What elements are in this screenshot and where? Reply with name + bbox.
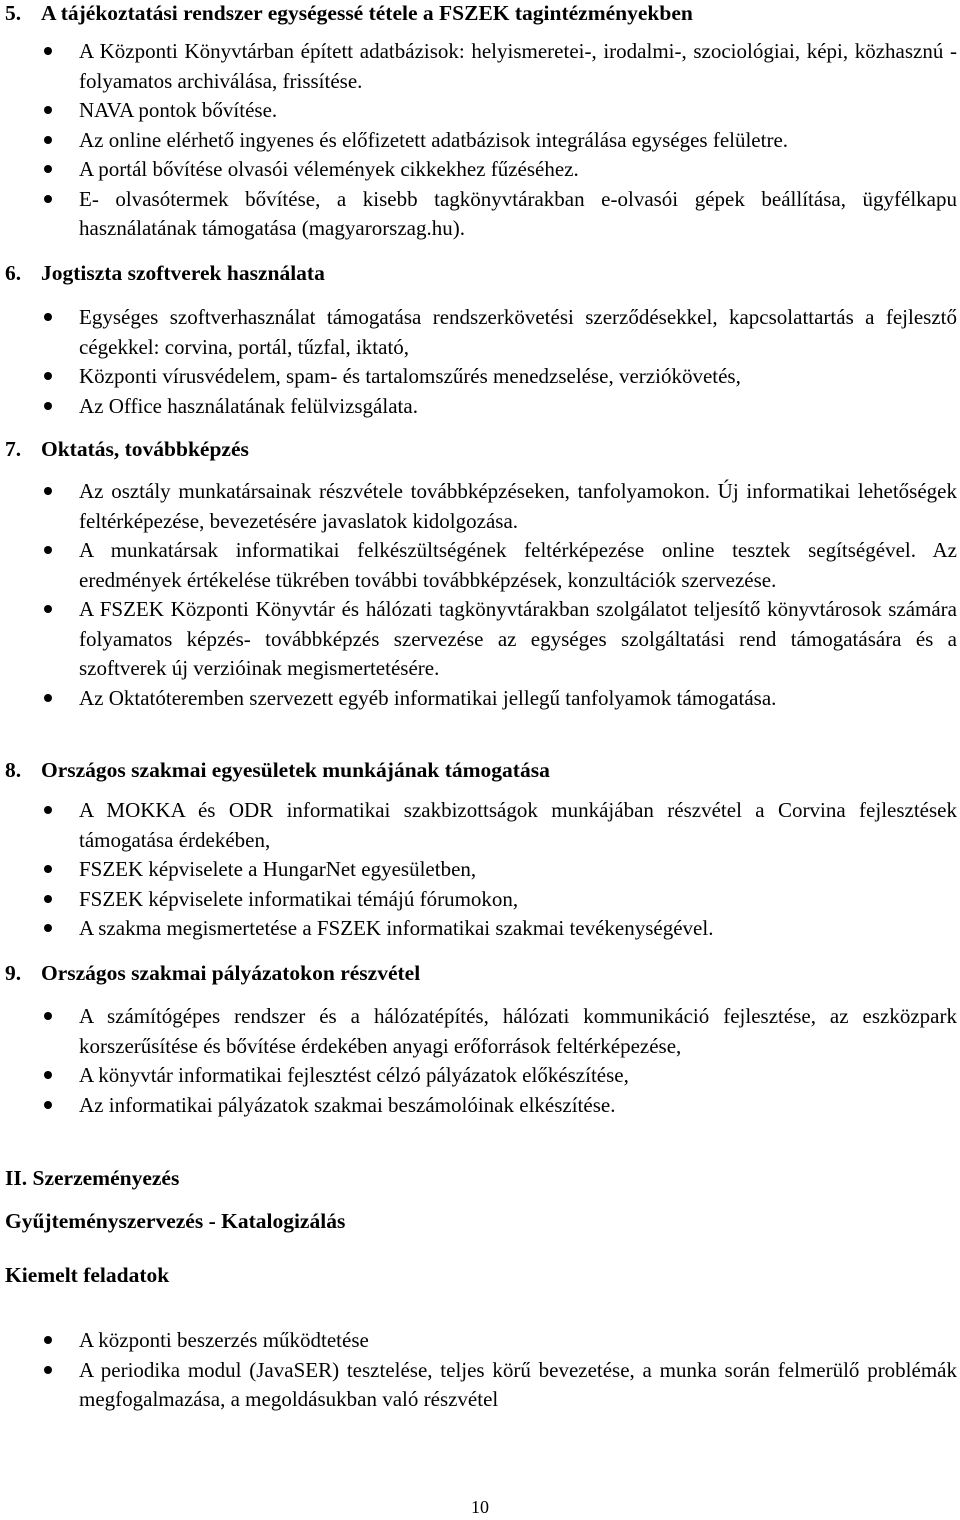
bullet-icon xyxy=(44,924,52,932)
list-item-text: A MOKKA és ODR informatikai szakbizottságok munkájában részvétel a Corvina fejlesztések támogatása érdekében, xyxy=(79,798,957,852)
bullet-icon xyxy=(44,313,52,321)
section-6-title: Jogtiszta szoftverek használata xyxy=(41,261,325,285)
bullet-icon xyxy=(44,402,52,410)
list-item-text: Az informatikai pályázatok szakmai beszámolóinak elkészítése. xyxy=(79,1092,616,1117)
list-item xyxy=(0,914,960,944)
bullet-icon xyxy=(44,1366,52,1374)
list-item-text: A Központi Könyvtárban épített adatbázisok: helyismeretei-, irodalmi-, szociológiai, képi, közhasznú - folyamatos archiválása, frissítése. xyxy=(79,39,957,93)
list-item-text: A szakma megismertetése a FSZEK informatikai szakmai tevékenységével. xyxy=(79,916,714,940)
list-item xyxy=(0,1091,960,1121)
list-item-text: A könyvtár informatikai fejlesztést célzó pályázatok előkészítése, xyxy=(79,1063,629,1087)
list-item xyxy=(0,885,960,915)
bullet-icon xyxy=(44,865,52,873)
list-item xyxy=(0,303,960,362)
bullet-icon xyxy=(44,372,52,380)
bullet-icon xyxy=(44,1336,52,1344)
list-item-text: E- olvasótermek bővítése, a kisebb tagkönyvtárakban e-olvasói gépek beállítása, ügyfélkapu használatának támogatása (magyarorszag.hu). xyxy=(79,186,957,240)
section-9-number: 9. xyxy=(5,961,22,985)
list-item-text: A központi beszerzés működtetése xyxy=(79,1328,369,1352)
section-8-heading xyxy=(5,757,550,783)
list-item xyxy=(0,855,960,885)
bullet-icon xyxy=(44,1101,52,1109)
page-number: 10 xyxy=(471,1497,489,1517)
bullet-icon xyxy=(44,136,52,144)
list-item xyxy=(0,1326,960,1356)
list-item xyxy=(0,392,960,422)
bullet-icon xyxy=(44,1012,52,1020)
section-5-number: 5. xyxy=(5,1,22,25)
section-7-title: Oktatás, továbbképzés xyxy=(41,437,249,461)
section-5-heading xyxy=(5,0,693,26)
list-item-text: Az osztály munkatársainak részvétele továbbképzéseken, tanfolyamokon. Új informatikai lehetőségek feltérképezése, bevezetésére javaslatok kidolgozása. xyxy=(79,479,957,533)
list-item xyxy=(0,536,960,595)
list-item xyxy=(0,362,960,392)
list-item xyxy=(0,1061,960,1091)
section-8-title: Országos szakmai egyesületek munkájának támogatása xyxy=(41,758,550,782)
section-8-number: 8. xyxy=(5,758,22,782)
list-item-text: A számítógépes rendszer és a hálózatépítés, hálózati kommunikáció fejlesztése, az eszközpark korszerűsítése és bővítése érdekében anyagi erőforrások feltérképezése, xyxy=(79,1004,957,1058)
list-item-text: Az online elérhető ingyenes és előfizetett adatbázisok integrálása egységes felületre. xyxy=(79,127,789,152)
section-6-list xyxy=(0,303,960,421)
bullet-icon xyxy=(44,895,52,903)
list-item-text: A FSZEK Központi Könyvtár és hálózati tagkönyvtárakban szolgálatot teljesítő könyvtárosok számára folyamatos képzés- továbbképzés szervezése az egységes szolgáltatási rend támogatására és a szoftverek új verzióinak megismertetésére. xyxy=(79,597,957,680)
section-9-list xyxy=(0,1002,960,1120)
list-item xyxy=(0,684,960,714)
bullet-icon xyxy=(44,106,52,114)
section-9-title: Országos szakmai pályázatokon részvétel xyxy=(41,961,421,985)
bullet-icon xyxy=(44,546,52,554)
list-item xyxy=(0,595,960,684)
list-item xyxy=(0,96,960,126)
highlight-list xyxy=(0,1326,960,1415)
list-item-text: Az Oktatóteremben szervezett egyéb informatikai jellegű tanfolyamok támogatása. xyxy=(79,685,777,710)
highlight-heading: Kiemelt feladatok xyxy=(5,1263,170,1287)
bullet-icon xyxy=(44,195,52,203)
bullet-icon xyxy=(44,47,52,55)
list-item xyxy=(0,796,960,855)
section-9-heading xyxy=(5,960,420,986)
part-heading: II. Szerzeményezés xyxy=(5,1166,180,1190)
section-5-title: A tájékoztatási rendszer egységessé tétele a FSZEK tagintézményekben xyxy=(41,1,693,25)
list-item xyxy=(0,37,960,96)
list-item-text: Az Office használatának felülvizsgálata. xyxy=(79,393,418,418)
bullet-icon xyxy=(44,165,52,173)
list-item-text: A periodika modul (JavaSER) tesztelése, teljes körű bevezetése, a munka során felmerülő problémák megfogalmazása, a megoldásukban való részvétel xyxy=(79,1357,957,1411)
section-7-list xyxy=(0,477,960,713)
list-item xyxy=(0,477,960,536)
list-item-text: FSZEK képviselete a HungarNet egyesületben, xyxy=(79,857,477,881)
list-item-text: NAVA pontok bővítése. xyxy=(79,98,278,122)
section-8-list xyxy=(0,796,960,944)
list-item xyxy=(0,1356,960,1415)
section-5-list xyxy=(0,37,960,244)
list-item-text: FSZEK képviselete informatikai témájú fórumokon, xyxy=(79,886,519,911)
section-7-number: 7. xyxy=(5,437,22,461)
bullet-icon xyxy=(44,1071,52,1079)
bullet-icon xyxy=(44,806,52,814)
bullet-icon xyxy=(44,605,52,613)
list-item-text: Központi vírusvédelem, spam- és tartalomszűrés menedzselése, verziókövetés, xyxy=(79,364,741,388)
list-item xyxy=(0,185,960,244)
list-item-text: A munkatársak informatikai felkészültségének feltérképezése online tesztek segítségével. Az eredmények értékelése tükrében további továbbképzések, konzultációk szervezése. xyxy=(79,538,957,592)
list-item-text: Egységes szoftverhasználat támogatása rendszerkövetési szerződésekkel, kapcsolattartás a fejlesztő cégekkel: corvina, portál, tűzfal, iktató, xyxy=(79,305,957,359)
subheading: Gyűjteményszervezés - Katalogizálás xyxy=(5,1209,346,1233)
list-item xyxy=(0,155,960,185)
section-6-heading xyxy=(5,260,325,286)
section-6-number: 6. xyxy=(5,261,22,285)
section-7-heading xyxy=(5,436,249,462)
list-item xyxy=(0,126,960,156)
bullet-icon xyxy=(44,487,52,495)
list-item xyxy=(0,1002,960,1061)
list-item-text: A portál bővítése olvasói vélemények cikkekhez fűzéséhez. xyxy=(79,157,579,181)
bullet-icon xyxy=(44,694,52,702)
